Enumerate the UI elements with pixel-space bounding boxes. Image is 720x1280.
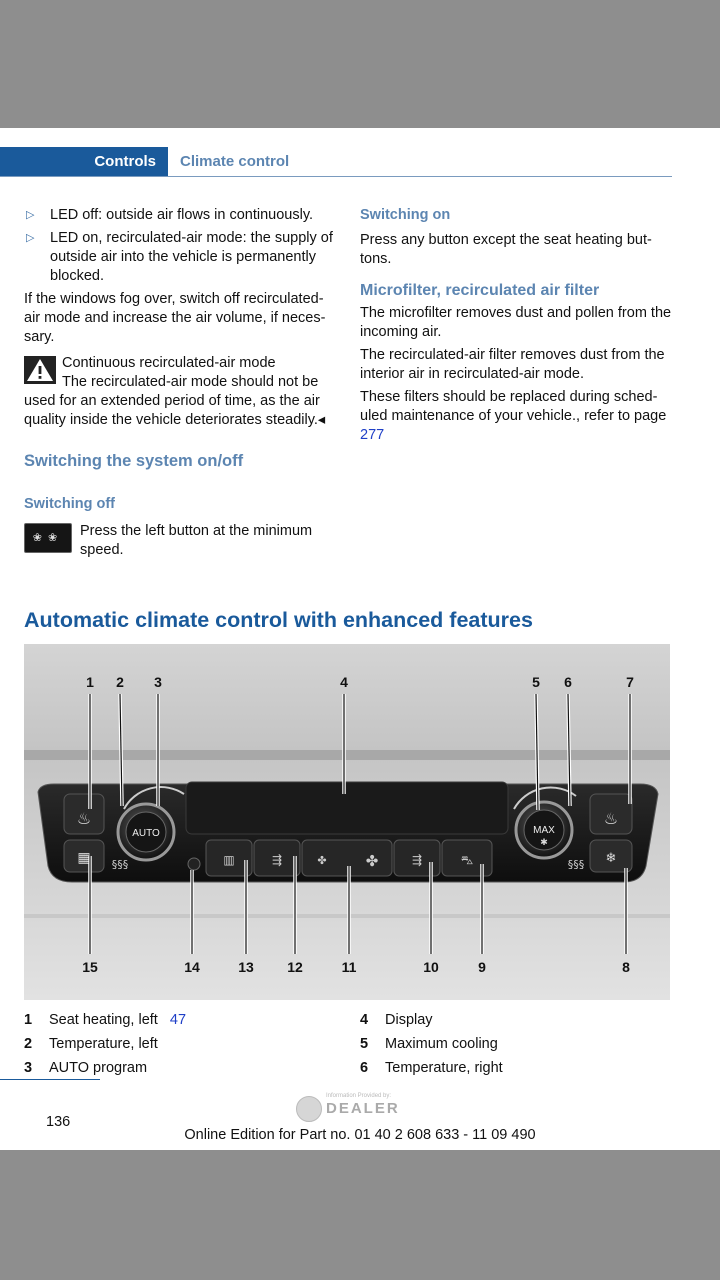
callout-bottom-12: 12 xyxy=(287,959,303,975)
callout-bottom-9: 9 xyxy=(478,959,486,975)
page-link-47[interactable]: 47 xyxy=(169,1012,187,1028)
watermark-logo-text: DEALER xyxy=(326,1100,400,1117)
legend-number: 3 xyxy=(24,1060,33,1076)
fan-button-icon: ❀❀ xyxy=(24,523,72,553)
legend-text: Maximum cooling xyxy=(385,1036,498,1052)
switch-off-instruction xyxy=(24,522,338,560)
callout-bottom-8: 8 xyxy=(622,959,630,975)
legend-text: Seat heating, left xyxy=(49,1012,158,1028)
page-header xyxy=(0,147,672,177)
svg-text:♨: ♨ xyxy=(603,809,619,828)
callout-top-6: 6 xyxy=(564,674,572,690)
callout-bottom-14: 14 xyxy=(184,959,200,975)
legend-text: AUTO program xyxy=(49,1060,148,1076)
bottom-gray-band xyxy=(0,1150,720,1280)
legend-left xyxy=(24,1008,344,1080)
callout-top-1: 1 xyxy=(86,674,94,690)
callout-bottom-15: 15 xyxy=(82,959,98,975)
header-section: Climate control xyxy=(180,153,290,170)
legend-number: 5 xyxy=(360,1036,369,1052)
svg-text:✱: ✱ xyxy=(540,838,548,848)
legend-number: 4 xyxy=(360,1012,369,1028)
bullet-item xyxy=(24,229,338,286)
svg-text:♨: ♨ xyxy=(76,809,92,828)
heading-microfilter: Microfilter, recirculated air filter xyxy=(360,282,600,299)
filter-paragraph-3 xyxy=(360,388,672,445)
callout-top-4: 4 xyxy=(340,674,348,690)
top-gray-band xyxy=(0,0,720,128)
triangle-bullet-icon: ▷ xyxy=(26,232,35,244)
auto-label: AUTO xyxy=(132,828,160,839)
section-title: Automatic climate control with enhanced features xyxy=(24,608,533,632)
heading-switching-off: Switching off xyxy=(24,496,116,512)
legend-item xyxy=(360,1056,680,1080)
legend-right xyxy=(360,1008,680,1080)
legend-item xyxy=(24,1008,344,1032)
header-tab: Controls xyxy=(0,147,168,176)
svg-text:✤: ✤ xyxy=(317,854,327,867)
svg-text:§§§: §§§ xyxy=(111,858,129,871)
legend-text: Display xyxy=(385,1012,433,1028)
legend-item xyxy=(24,1056,344,1080)
legend-item xyxy=(24,1032,344,1056)
filter-paragraph-3-text: These filters should be replaced during sched-uled maintenance of your vehicle., refer to page xyxy=(360,389,667,424)
page-number: 136 xyxy=(46,1114,71,1130)
warning-text: The recirculated-air mode should not be used for an extended period of time, as the air quality inside the vehicle deteriorates steadily.◂ xyxy=(24,374,326,428)
edition-text: Online Edition for Part no. 01 40 2 608 633 - 11 09 490 xyxy=(184,1127,536,1143)
legend-item xyxy=(360,1032,680,1056)
switch-off-text: Press the left button at the minimum speed. xyxy=(80,523,313,558)
bullet-text: LED off: outside air flows in continuously. xyxy=(50,207,314,223)
callout-top-2: 2 xyxy=(116,674,124,690)
footer-rule xyxy=(0,1079,100,1080)
dealer-watermark xyxy=(296,1093,420,1123)
legend-number: 6 xyxy=(360,1060,369,1076)
warning-title: Continuous recirculated-air mode xyxy=(62,355,276,371)
bullet-item xyxy=(24,206,338,225)
heading-switching-on: Switching on xyxy=(360,207,451,223)
legend-item xyxy=(360,1008,680,1032)
callout-bottom-13: 13 xyxy=(238,959,254,975)
legend-number: 2 xyxy=(24,1036,33,1052)
triangle-bullet-icon: ▷ xyxy=(26,209,35,221)
switch-on-text: Press any button except the seat heating but-tons. xyxy=(360,232,652,267)
svg-text:⛍: ⛍ xyxy=(460,853,474,867)
warning-block xyxy=(24,354,338,430)
filter-paragraph-2: The recirculated-air filter removes dust from the interior air in recirculated-air mode. xyxy=(360,347,665,382)
manual-page xyxy=(0,128,720,1150)
left-column xyxy=(24,206,338,560)
climate-control-figure xyxy=(24,644,670,1000)
callout-bottom-11: 11 xyxy=(341,959,357,975)
right-column xyxy=(360,206,672,449)
legend-text: Temperature, right xyxy=(385,1060,503,1076)
svg-text:⇶: ⇶ xyxy=(411,853,423,867)
max-label: MAX xyxy=(533,825,555,836)
svg-text:❄: ❄ xyxy=(605,851,617,866)
svg-text:⇶: ⇶ xyxy=(271,853,283,867)
legend-text: Temperature, left xyxy=(49,1036,158,1052)
fog-paragraph: If the windows fog over, switch off recirculated-air mode and increase the air volume, if neces-sary. xyxy=(24,291,326,345)
dealer-logo-icon xyxy=(296,1096,322,1122)
callout-top-3: 3 xyxy=(154,674,162,690)
warning-icon xyxy=(24,356,56,384)
svg-text:✤: ✤ xyxy=(365,852,379,870)
svg-text:▦: ▦ xyxy=(77,850,91,866)
svg-text:▥: ▥ xyxy=(223,853,235,867)
bullet-text: LED on, recirculated-air mode: the supply of outside air into the vehicle is permanently blocked. xyxy=(50,230,333,284)
watermark-small-text: Information Provided by: xyxy=(326,1093,392,1099)
callout-top-7: 7 xyxy=(626,674,634,690)
callout-top-5: 5 xyxy=(532,674,540,690)
svg-text:§§§: §§§ xyxy=(567,858,585,871)
heading-switching-system: Switching the system on/off xyxy=(24,452,244,470)
page-link-277[interactable]: 277 xyxy=(360,427,385,443)
callout-bottom-10: 10 xyxy=(423,959,439,975)
legend-number: 1 xyxy=(24,1012,33,1028)
filter-paragraph-1: The microfilter removes dust and pollen from the incoming air. xyxy=(360,305,672,340)
